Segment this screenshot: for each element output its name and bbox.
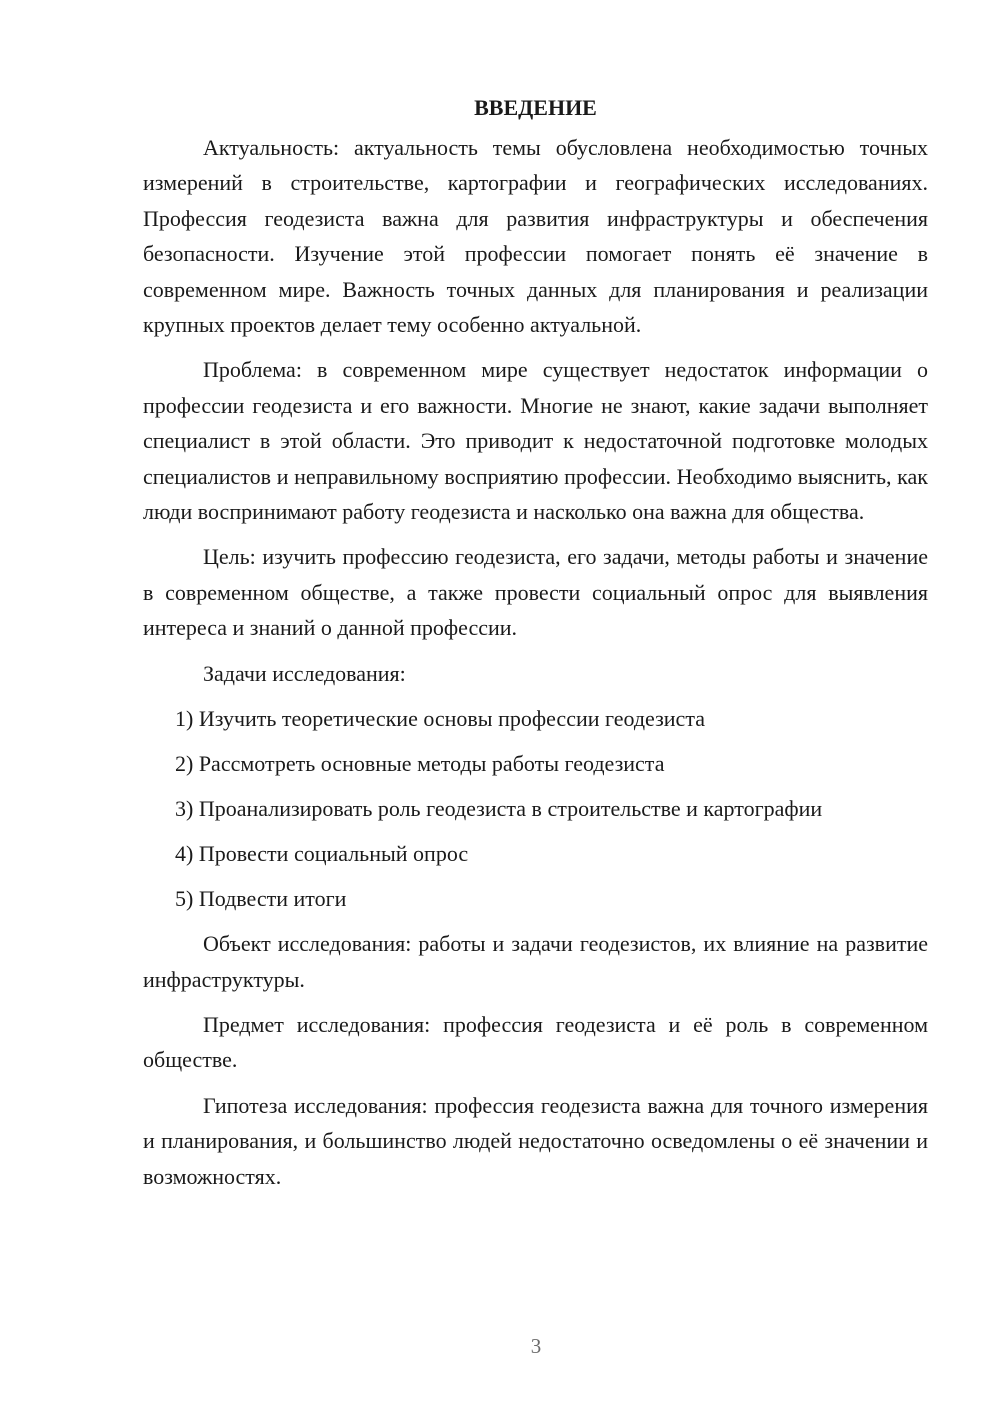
subject-paragraph: Предмет исследования: профессия геодезиста и её роль в современном обществе.	[143, 1011, 928, 1073]
section-title: ВВЕДЕНИЕ	[474, 95, 597, 120]
problem-paragraph: Проблема: в современном мире существует недостаток информации о профессии геодезиста и его важности. Многие не знают, какие задачи выполняет специалист в этой области. Это приводит к недостаточной подготовке молодых специалистов и неправильному восприятию профессии. Необходимо выяснить, как люди воспринимают работу геодезиста и насколько она важна для общества.	[143, 357, 928, 525]
page-number: 3	[530, 1334, 542, 1358]
tasks-heading: Задачи исследования:	[203, 660, 406, 686]
task-item-4: 4) Провести социальный опрос	[175, 841, 469, 867]
task-item-2: 2) Рассмотреть основные методы работы геодезиста	[175, 751, 665, 777]
task-item-1: 1) Изучить теоретические основы профессии геодезиста	[175, 706, 705, 732]
task-item-5: 5) Подвести итоги	[175, 886, 347, 912]
object-paragraph: Объект исследования: работы и задачи геодезистов, их влияние на развитие инфраструктуры.	[143, 931, 928, 992]
goal-paragraph: Цель: изучить профессию геодезиста, его задачи, методы работы и значение в современном обществе, а также провести социальный опрос для выявления интереса и знаний о данной профессии.	[143, 544, 928, 641]
task-item-3: 3) Проанализировать роль геодезиста в строительстве и картографии	[175, 796, 823, 822]
document-page	[143, 90, 928, 1204]
task-list	[143, 701, 928, 916]
hypothesis-paragraph: Гипотеза исследования: профессия геодезиста важна для точного измерения и планирования, и большинство людей недостаточно осведомлены о её значении и возможностях.	[143, 1092, 928, 1189]
relevance-paragraph: Актуальность: актуальность темы обусловлена необходимостью точных измерений в строительстве, картографии и географических исследованиях. Профессия геодезиста важна для развития инфраструктуры и обеспечения безопасности. Изучение этой профессии помогает понять её значение в современном мире. Важность точных данных для планирования и реализации крупных проектов делает тему особенно актуальной.	[143, 135, 928, 338]
